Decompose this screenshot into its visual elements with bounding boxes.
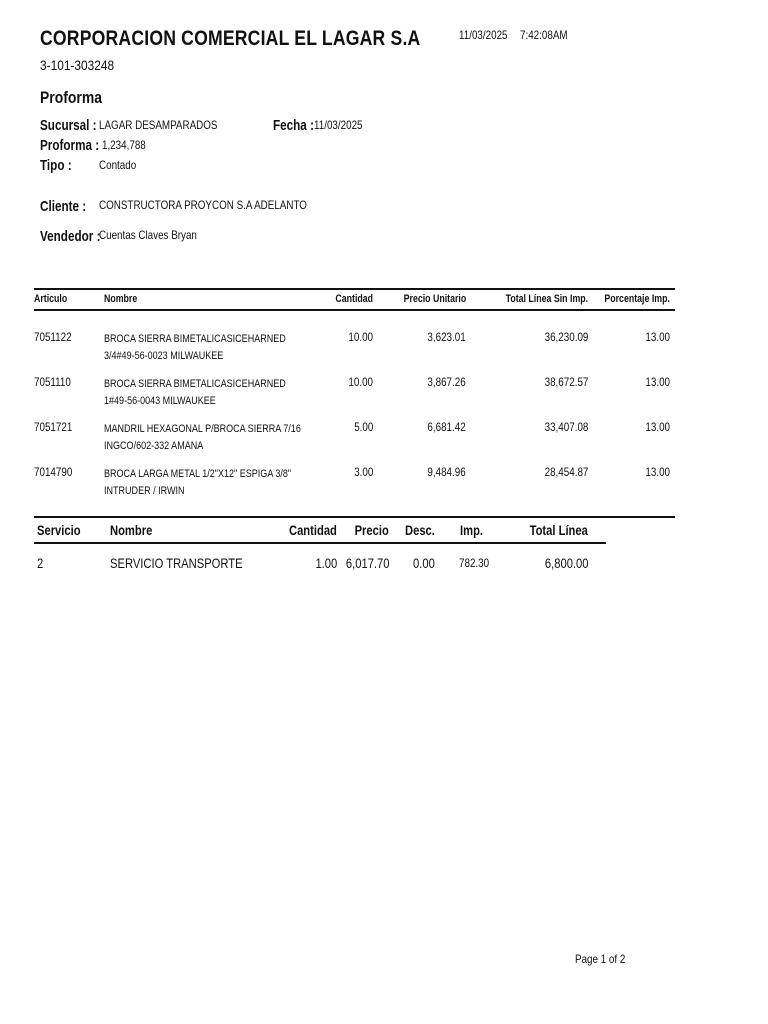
proforma-value: 1,234,788 — [102, 138, 146, 152]
svc-header-desc: Desc. — [405, 522, 435, 538]
document-title: Proforma — [40, 88, 102, 107]
row-porcentaje: 13.00 — [645, 420, 670, 434]
print-time: 7:42:08AM — [520, 28, 568, 42]
row-precio: 9,484.96 — [427, 465, 466, 479]
row-porcentaje: 13.00 — [645, 330, 670, 344]
table-row — [0, 555, 768, 575]
col-header-articulo: Articulo — [34, 293, 68, 305]
row-precio: 6,681.42 — [427, 420, 466, 434]
row-nombre: BROCA LARGA METAL 1/2"X12" ESPIGA 3/8" INTRUDER / IRWIN — [104, 468, 292, 497]
table-row — [0, 420, 768, 460]
proforma-label: Proforma : — [40, 137, 100, 154]
fecha-value: 11/03/2025 — [314, 118, 363, 132]
services-table-top-rule — [34, 516, 675, 518]
company-id: 3-101-303248 — [40, 57, 115, 73]
row-cantidad: 3.00 — [353, 465, 373, 479]
row-nombre: BROCA SIERRA BIMETALICASICEHARNED 3/4#49-56-0023 MILWAUKEE — [104, 333, 286, 362]
svc-header-cantidad: Cantidad — [289, 522, 337, 538]
svc-row-total: 6,800.00 — [544, 555, 588, 571]
sucursal-value: LAGAR DESAMPARADOS — [99, 118, 218, 132]
col-header-porcentaje-imp: Porcentaje Imp. — [604, 293, 670, 305]
row-porcentaje: 13.00 — [645, 375, 670, 389]
row-total: 36,230.09 — [544, 330, 588, 344]
svc-row-precio: 6,017.70 — [345, 555, 389, 571]
table-row — [0, 375, 768, 415]
svc-row-servicio: 2 — [37, 555, 44, 571]
row-precio: 3,867.26 — [427, 375, 466, 389]
sucursal-label: Sucursal : — [40, 117, 97, 134]
tipo-value: Contado — [99, 158, 137, 172]
row-articulo: 7051122 — [34, 330, 72, 344]
svc-header-total-linea: Total Línea — [529, 522, 588, 538]
items-table-header-rule — [34, 309, 675, 311]
col-header-total-linea: Total Línea Sin Imp. — [505, 293, 588, 305]
svc-row-nombre: SERVICIO TRANSPORTE — [110, 555, 243, 571]
row-precio: 3,623.01 — [427, 330, 466, 344]
table-row — [0, 465, 768, 505]
row-articulo: 7014790 — [34, 465, 73, 479]
svc-row-cantidad: 1.00 — [315, 555, 337, 571]
tipo-label: Tipo : — [40, 157, 72, 174]
row-total: 28,454.87 — [544, 465, 588, 479]
col-header-cantidad: Cantidad — [335, 293, 373, 305]
cliente-value: CONSTRUCTORA PROYCON S.A ADELANTO — [99, 198, 307, 212]
row-total: 38,672.57 — [544, 375, 588, 389]
svc-header-imp: Imp. — [460, 522, 484, 538]
table-row — [0, 330, 768, 370]
cliente-label: Cliente : — [40, 198, 87, 215]
col-header-precio-unitario: Precio Unitario — [403, 293, 466, 305]
row-cantidad: 10.00 — [348, 330, 373, 344]
row-total: 33,407.08 — [544, 420, 588, 434]
row-articulo: 7051110 — [34, 375, 71, 389]
fecha-label: Fecha : — [273, 117, 314, 134]
svc-header-servicio: Servicio — [37, 522, 81, 538]
row-cantidad: 10.00 — [348, 375, 373, 389]
row-articulo: 7051721 — [34, 420, 73, 434]
svc-row-desc: 0.00 — [413, 555, 435, 571]
row-nombre: BROCA SIERRA BIMETALICASICEHARNED 1#49-56-0043 MILWAUKEE — [104, 378, 286, 407]
row-porcentaje: 13.00 — [645, 465, 670, 479]
svc-row-imp: 782.30 — [459, 556, 490, 570]
svc-header-nombre: Nombre — [110, 522, 153, 538]
vendedor-value: Cuentas Claves Bryan — [99, 228, 197, 242]
svc-header-precio: Precio — [354, 522, 389, 538]
items-table-top-rule — [34, 288, 675, 290]
row-nombre: MANDRIL HEXAGONAL P/BROCA SIERRA 7/16 INGCO/602-332 AMANA — [104, 423, 301, 452]
print-date: 11/03/2025 — [459, 28, 508, 42]
services-table-header-rule — [34, 542, 606, 544]
page-number: Page 1 of 2 — [575, 952, 626, 966]
company-name: CORPORACION COMERCIAL EL LAGAR S.A — [40, 27, 421, 50]
vendedor-label: Vendedor : — [40, 228, 101, 245]
col-header-nombre: Nombre — [104, 293, 138, 305]
row-cantidad: 5.00 — [353, 420, 373, 434]
